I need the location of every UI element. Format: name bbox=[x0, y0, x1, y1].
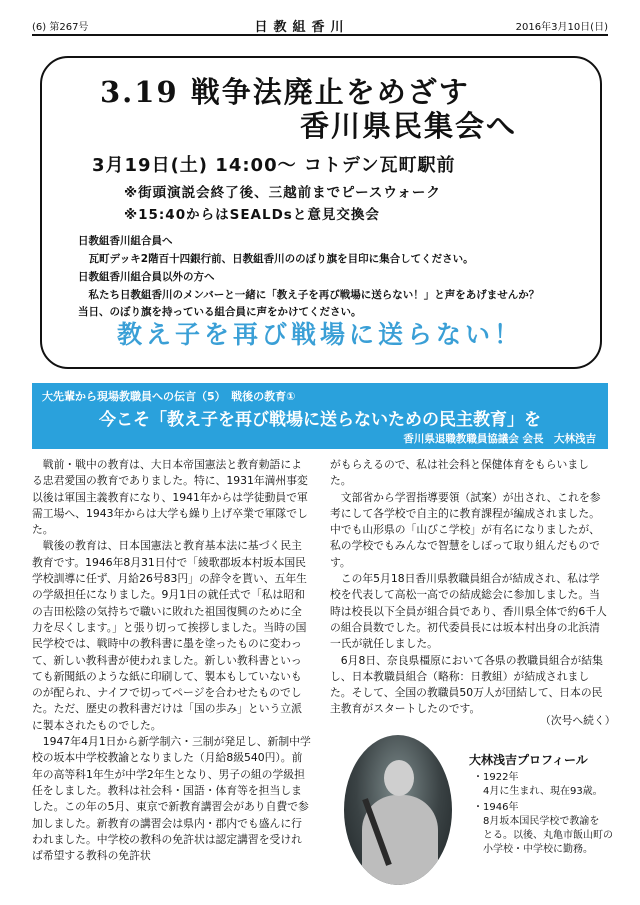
event-info-5: 当日、のぼり旗を持っている組合員に声をかけてください。 bbox=[78, 306, 362, 318]
page-header bbox=[32, 16, 608, 34]
article-paragraph: 1947年4月1日から新学制六・三制が発足し、新制中学校の坂本中学校教諭となりました（月給8級540円）。前年の高等科1年生が中学2年生となり、男子の組の学級担任をしました。教科は社会科・国語・体育等を担当しました。この年の5月、東京で新教育講習会があり自費で参加しました。新教育の講習会は県内・郡内でも盛んに行われました。中学校の教科の免許状は認定講習を受ければ希望する教科の免許状 bbox=[32, 735, 311, 863]
event-info-3: 日教組香川組合員以外の方へ bbox=[78, 271, 215, 283]
event-note-1: ※街頭演説会終了後、三越前までピースウォーク bbox=[124, 185, 441, 201]
event-title-line2: 香川県民集会へ bbox=[300, 109, 518, 143]
event-info-1: 日教組香川組合員へ bbox=[78, 235, 173, 247]
author-photo bbox=[344, 735, 452, 885]
event-slogan: 教え子を再び戦場に送らない！ bbox=[116, 320, 523, 349]
article-headline: 今こそ「教え子を再び戦場に送らないための民主教育」を bbox=[99, 410, 541, 430]
profile-line: 8月坂本国民学校で教諭を bbox=[473, 816, 600, 827]
profile-line: ・1922年 bbox=[473, 772, 519, 783]
photo-figure-body bbox=[362, 795, 438, 885]
issue-date: 2016年3月10日(日) bbox=[515, 21, 608, 33]
event-note-2: ※15:40からはSEALDsと意見交換会 bbox=[124, 207, 380, 223]
photo-figure-head bbox=[384, 760, 414, 796]
article-paragraph: 6月8日、奈良県橿原において各県の教職員組合が結集し、日本教職員組合（略称：日教組）が結成されました。そして、全国の教職員50万人が団結して、日本の民主教育がスタートしたのです。 bbox=[330, 653, 603, 716]
profile-line: 4月に生まれ、現在93歳。 bbox=[473, 786, 603, 797]
article-paragraph: 戦前・戦中の教育は、大日本帝国憲法と教育勅語による忠君愛国の教育でありました。特に、1931年満州事変以後は軍国主義教育になり、1941年からは学徒動員で軍需工場へ、1943年からは大学も繰り上げ卒業で軍隊でした。 bbox=[32, 458, 308, 537]
event-title-line1: 3.19 戦争法廃止をめざす bbox=[100, 75, 470, 109]
article-paragraph: 戦後の教育は、日本国憲法と教育基本法に基づく民主教育です。1946年8月31日付で「綾歌郡坂本村坂本国民学校訓導に任ず、月給26号83円」の辞令を貰い、五年生の学級担任になりました。9月1日の就任式で「私は昭和の吉田松陰の気持ちで職いに敗れた祖国復興のために全力を尽くします。」と張り切って挨拶しました。当時の国民学校では、戦時中の教科書に墨を塗ったものに変わって、新しい教科書が使われました。新しい教科書といっても新聞紙のような紙に印刷して、製本もしていないものが配られ、ナイフで切ってページを合わせたものでした。ただ、歴史の教科書だけは「国の歩み」という立派に製本されたものでした。 bbox=[32, 539, 307, 732]
article-column-right bbox=[330, 457, 608, 718]
article-paragraph: 文部省から学習指導要領（試案）が出され、これを参考にして各学校で自主的に教育課程が編成されました。中でも山形県の「山びこ学校」が有名になりましたが、私の学校でもみんなで智慧をしぼって取り組んだものです。 bbox=[330, 490, 601, 569]
article-series: 大先輩から現場教職員への伝言（5） 戦後の教育① bbox=[42, 390, 296, 403]
article-column-left bbox=[32, 457, 311, 864]
header-rule bbox=[32, 34, 608, 36]
event-info-4: 私たち日教組香川のメンバーと一緒に「教え子を再び戦場に送らない！」と声をあげませんか？ bbox=[78, 289, 540, 301]
newsletter-title: 日教組香川 bbox=[254, 19, 350, 35]
article-paragraph: この年5月18日香川県教職員組合が結成され、私は学校を代表して高松一高での結成総会に参加しました。当時は校長以下全員が組合員であり、香川県全体で約6千人の組合員数でした。初代委員長には坂本村出身の北浜清一氏が就任しました。 bbox=[330, 572, 607, 651]
issue-number: (6) 第267号 bbox=[32, 21, 89, 33]
article-paragraph: がもらえるので、私は社会科と保健体育をもらいました。 bbox=[330, 458, 589, 488]
profile-line: 小学校・中学校に勤務。 bbox=[473, 844, 593, 855]
article-header-band bbox=[32, 383, 608, 449]
profile-title: 大林浅吉プロフィール bbox=[469, 753, 588, 767]
article-byline: 香川県退職教職員協議会 会長 大林浅吉 bbox=[403, 433, 596, 445]
event-info-2: 瓦町デッキ2階百十四銀行前、日教組香川ののぼり旗を目印に集合してください。 bbox=[78, 253, 474, 265]
event-datetime: 3月19日(土) 14:00～ コトデン瓦町駅前 bbox=[92, 155, 456, 176]
profile-line: ・1946年 bbox=[473, 802, 519, 813]
profile-line: とる。以後、丸亀市飯山町の bbox=[473, 830, 613, 841]
continued-note: （次号へ続く） bbox=[540, 714, 616, 727]
